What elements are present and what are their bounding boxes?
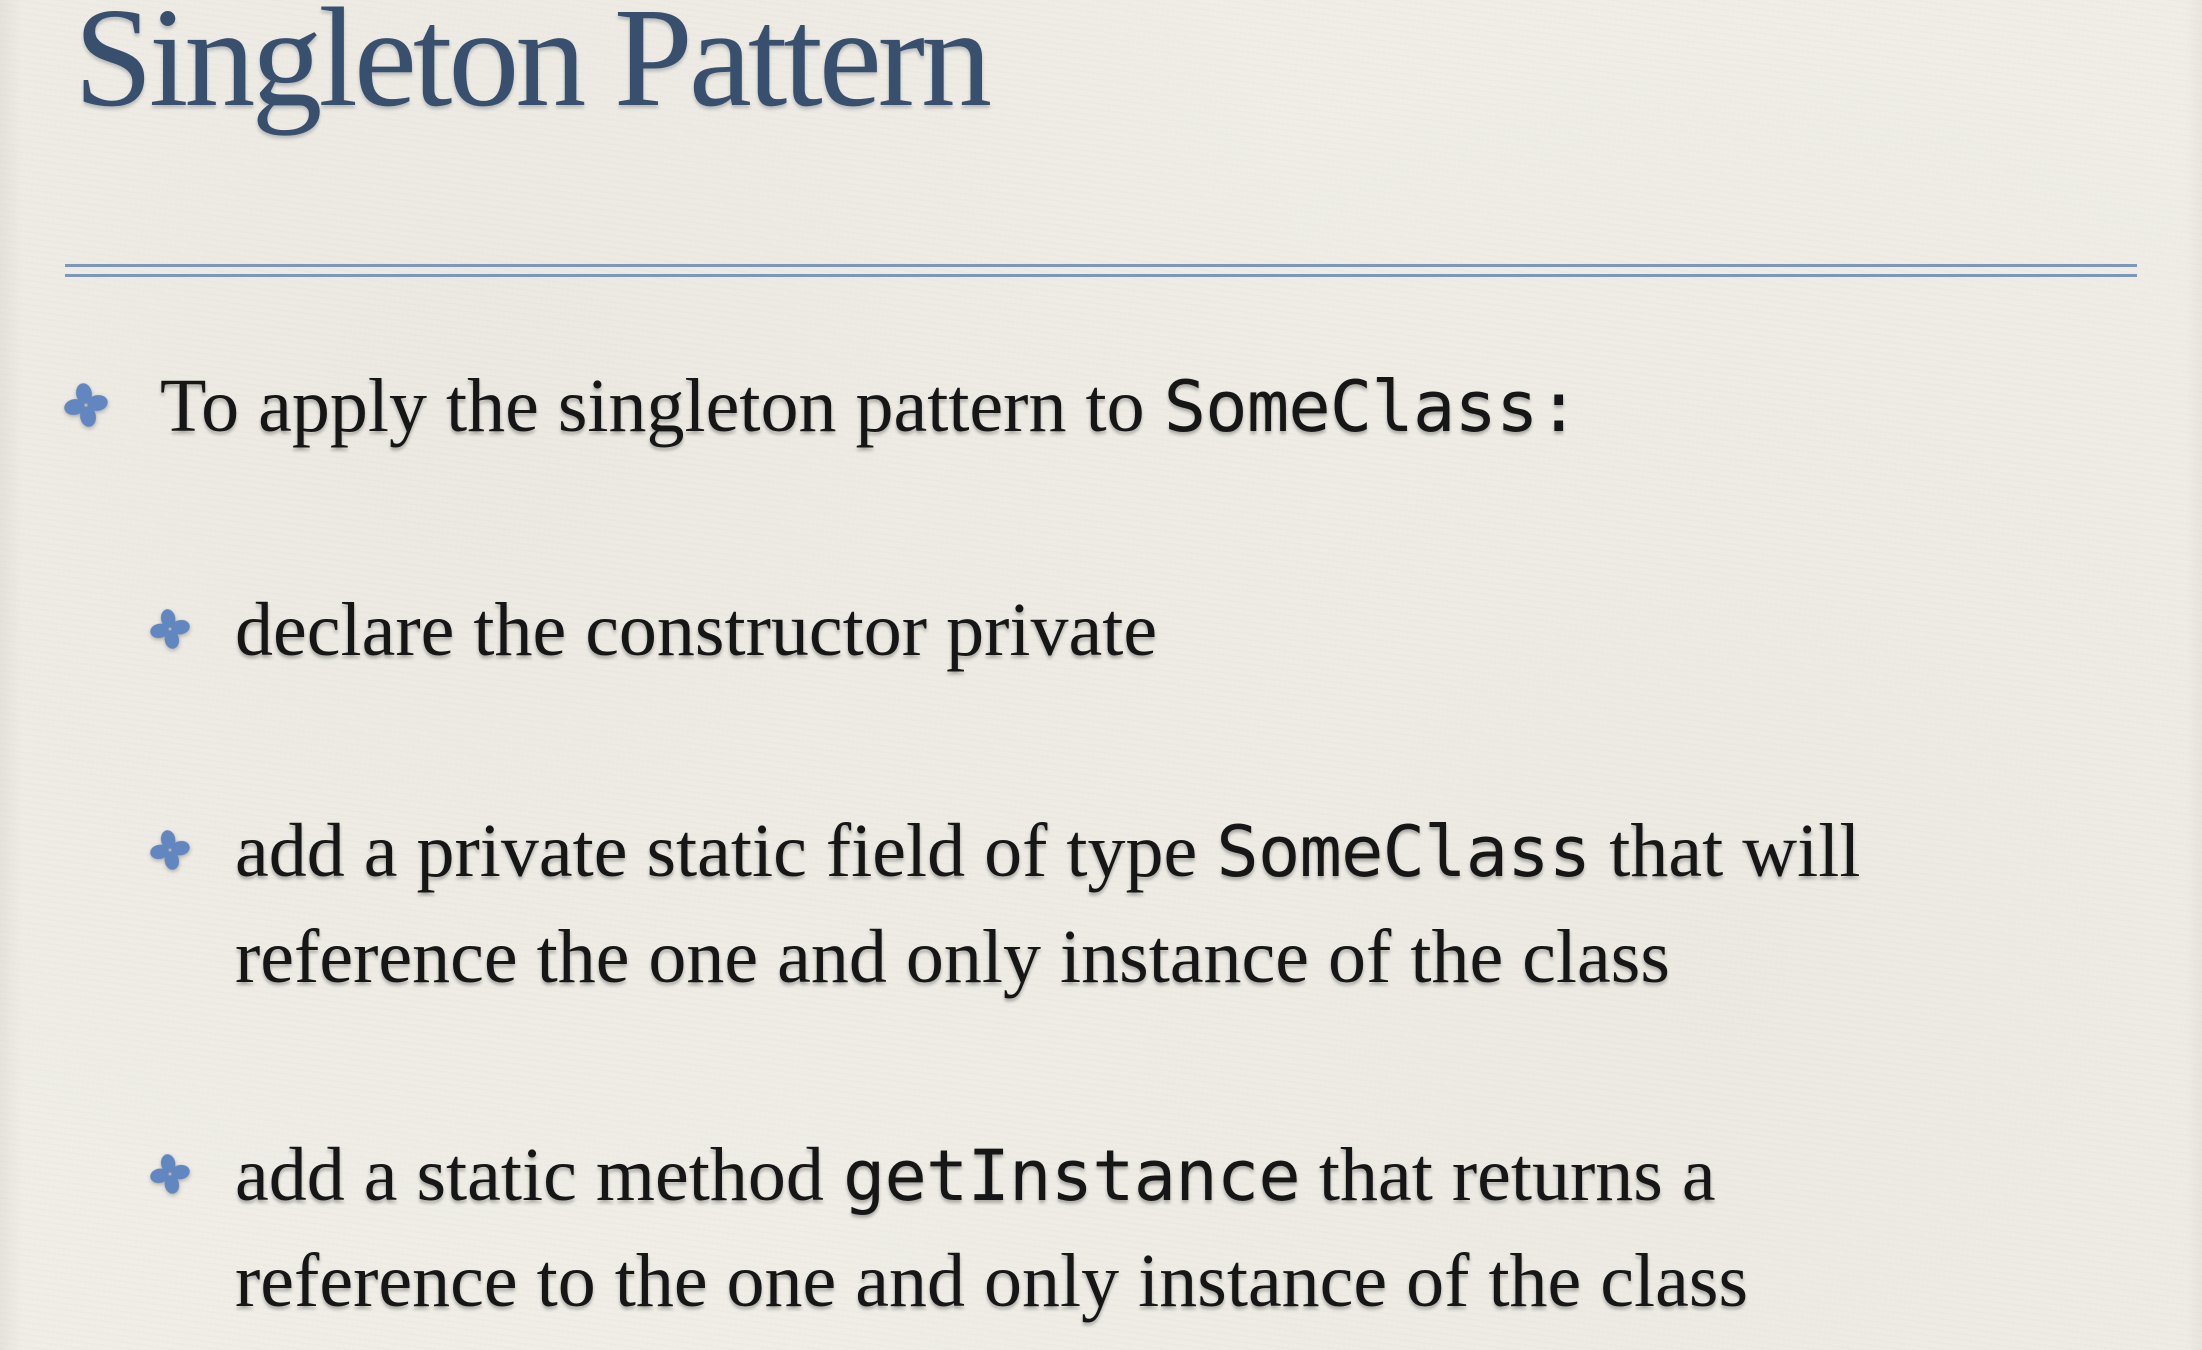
bullet-text-segment: add a static method xyxy=(235,1133,843,1217)
clover-bullet-icon xyxy=(150,609,190,649)
title-divider-rule xyxy=(65,264,2137,277)
inline-code: getInstance xyxy=(842,1134,1300,1217)
slide-title: Singleton Pattern xyxy=(74,0,989,136)
bullet-line xyxy=(235,1228,1748,1334)
bullet-text-segment: declare the constructor private xyxy=(235,588,1158,672)
bullet-text-static-field xyxy=(235,798,1860,1011)
bullet-line xyxy=(235,577,1157,683)
bullet-text-get-instance xyxy=(235,1122,1748,1335)
bullet-text-segment: reference the one and only instance of the class xyxy=(235,915,1670,1000)
clover-bullet-icon xyxy=(64,383,108,427)
bullet-text-constructor xyxy=(235,577,1157,683)
bullet-text-segment: add a private static field of type xyxy=(235,809,1217,893)
bullet-item-static-field xyxy=(150,798,1860,1011)
bullet-text-intro xyxy=(160,353,1579,459)
bullet-item-intro xyxy=(64,353,1579,459)
bullet-line xyxy=(160,353,1579,459)
bullet-text-segment: that returns a xyxy=(1299,1133,1716,1217)
bullet-line xyxy=(235,904,1860,1010)
bullet-item-constructor xyxy=(150,577,1157,683)
clover-bullet-icon xyxy=(150,830,190,870)
bullet-text-segment: that will xyxy=(1590,809,1861,893)
inline-code: SomeClass: xyxy=(1163,365,1580,448)
bullet-line xyxy=(235,798,1860,904)
bullet-text-segment: To apply the singleton pattern to xyxy=(160,364,1164,448)
bullet-line xyxy=(235,1122,1748,1228)
inline-code: SomeClass xyxy=(1216,810,1591,893)
clover-bullet-icon xyxy=(150,1154,190,1194)
bullet-text-segment: reference to the one and only instance of the class xyxy=(235,1239,1749,1324)
bullet-item-get-instance xyxy=(150,1122,1748,1335)
